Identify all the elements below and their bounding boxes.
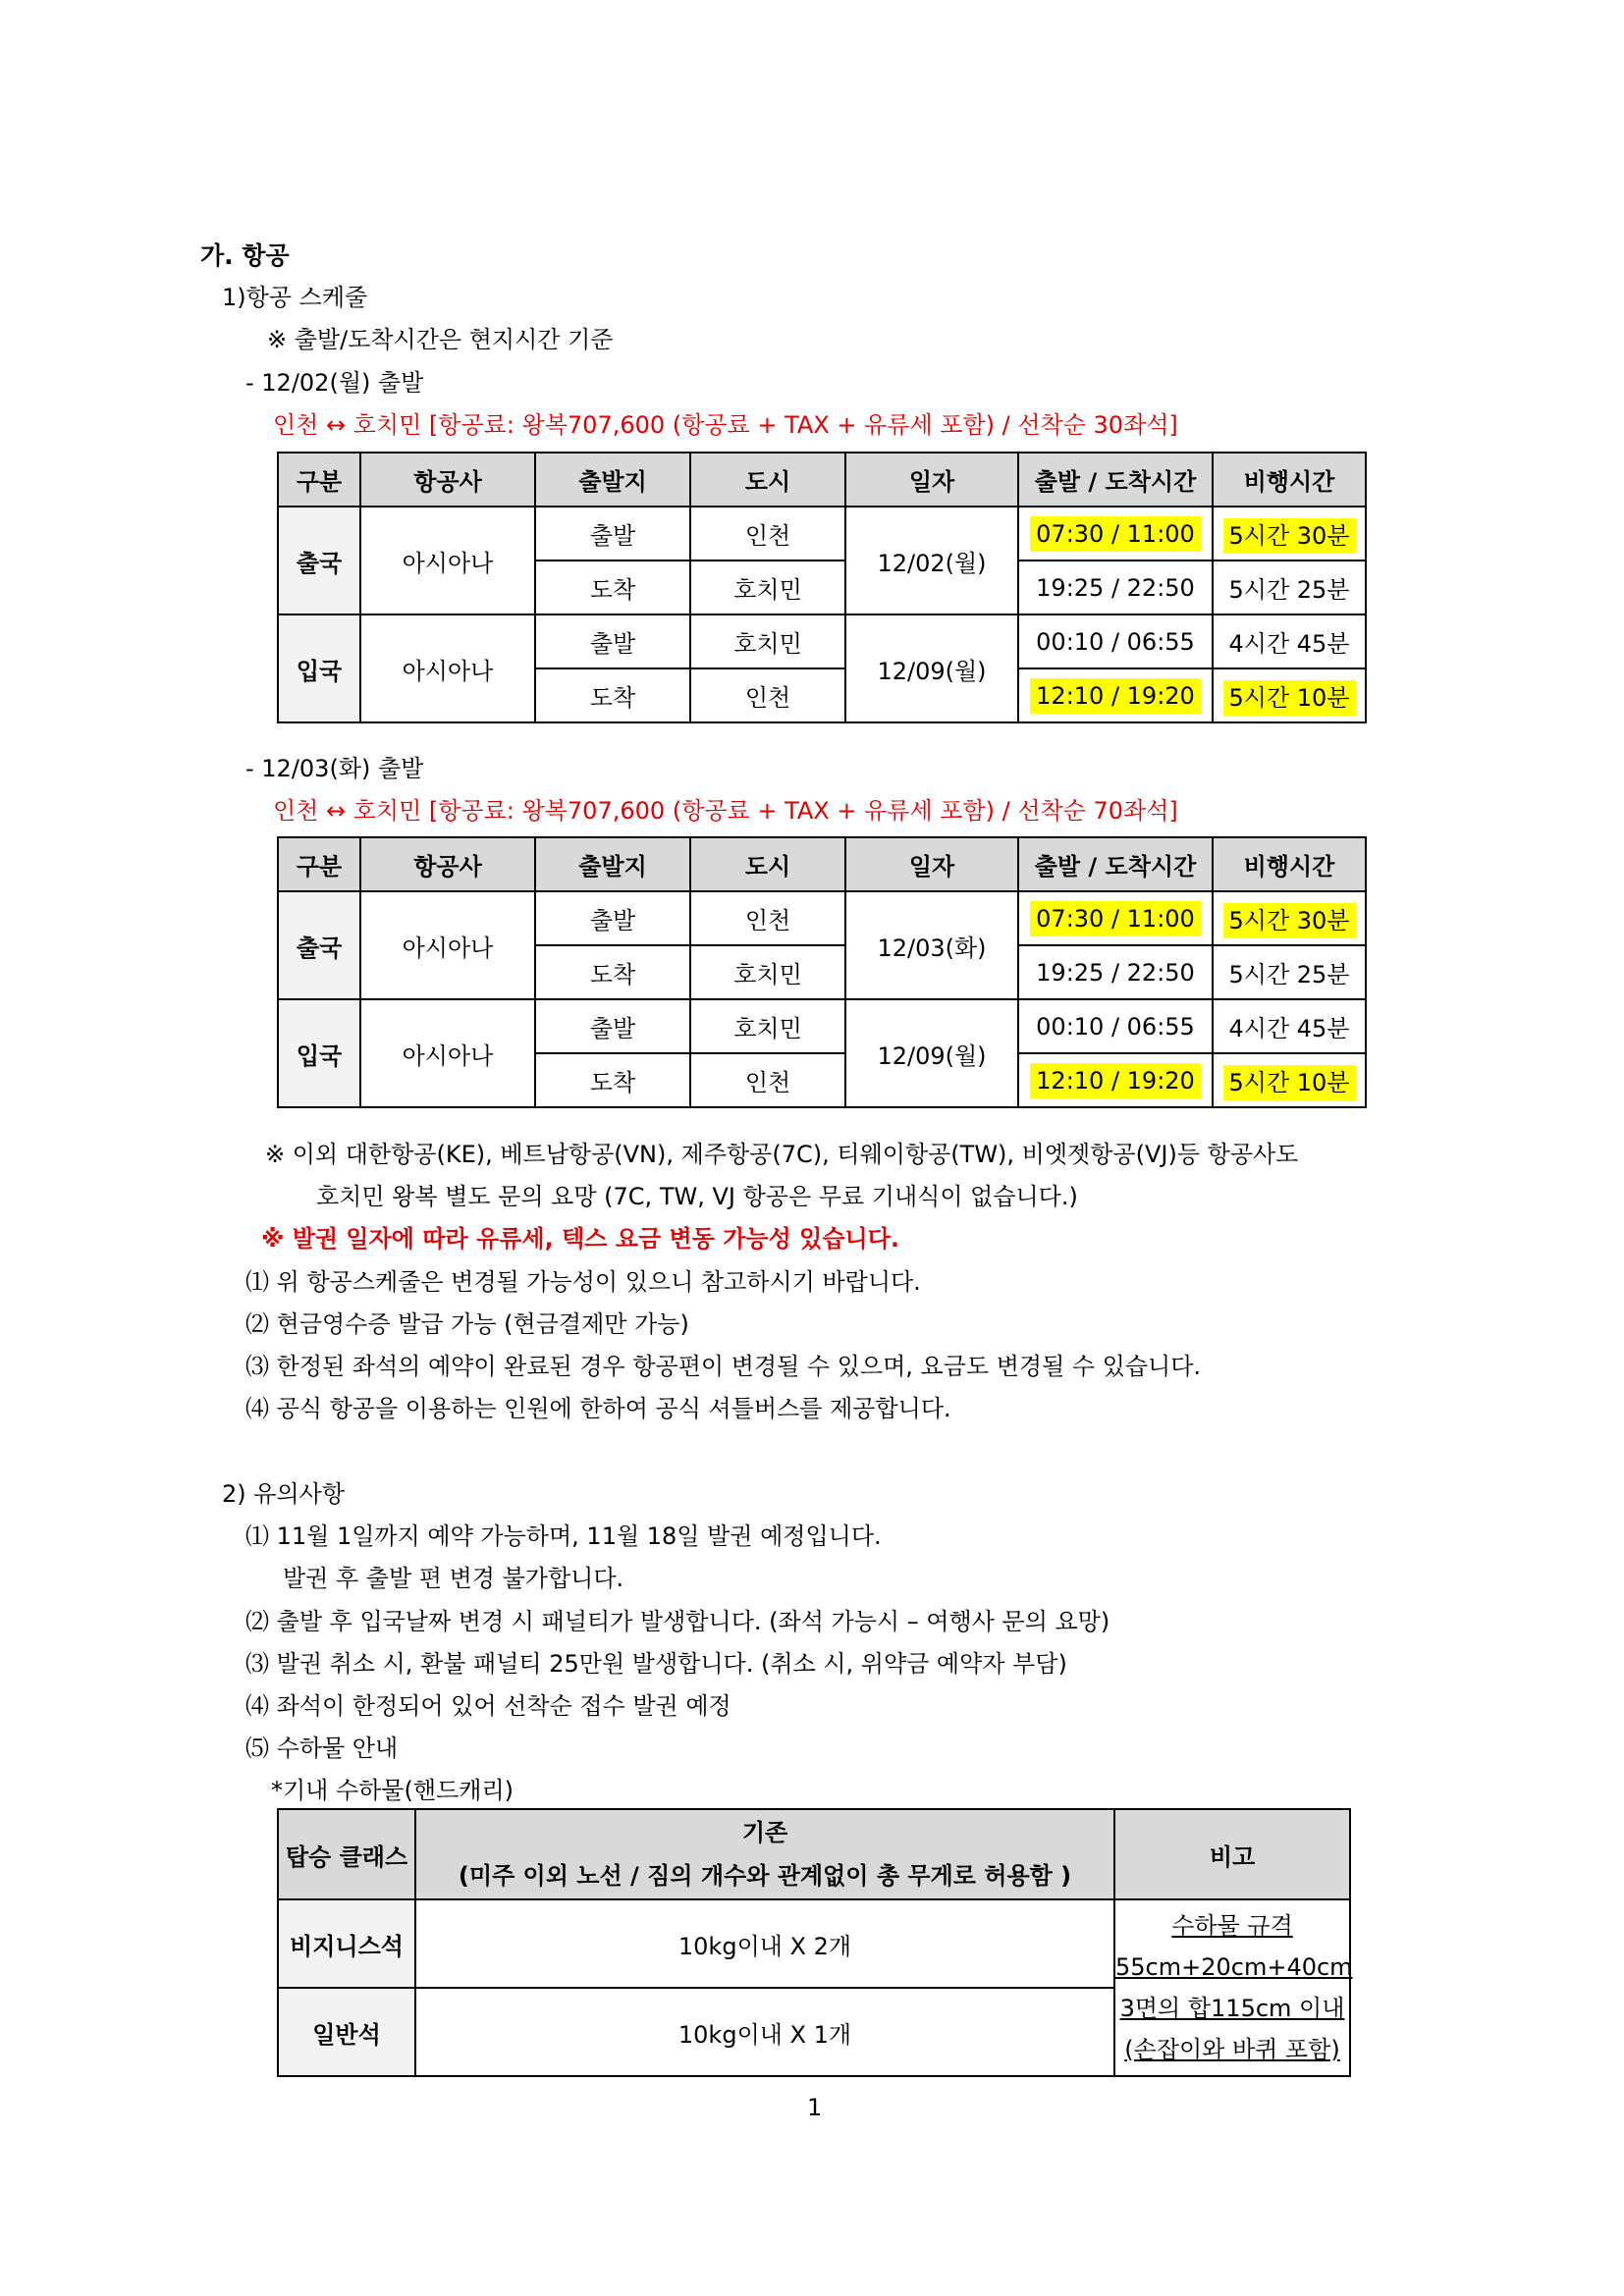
header-category: 구분	[278, 837, 360, 891]
header-airline: 항공사	[360, 453, 535, 507]
note-line: (손잡이와 바퀴 포함)	[1124, 2036, 1340, 2063]
header-category: 구분	[278, 453, 360, 507]
page-number: 1	[807, 2094, 823, 2121]
fee-warning: ※ 발권 일자에 따라 유류세, 텍스 요금 변동 가능성 있습니다.	[261, 1225, 899, 1253]
highlighted-time: 07:30 / 11:00	[1030, 901, 1201, 936]
duration-cell: 4시간 45분	[1213, 614, 1366, 668]
allowance-cell: 10kg이내 X 2개	[415, 1899, 1114, 1988]
duration-cell	[1213, 668, 1366, 722]
type-cell: 도착	[535, 668, 690, 722]
highlighted-duration: 5시간 30분	[1223, 903, 1356, 938]
time-cell	[1018, 507, 1213, 561]
schedule-2-table	[277, 836, 1367, 1108]
table-row	[278, 999, 1366, 1053]
schedule-heading: 1)항공 스케줄	[222, 284, 368, 311]
list-item: ⑵ 출발 후 입국날짜 변경 시 패널티가 발생합니다. (좌석 가능시 – 여행사 문의 요망)	[245, 1608, 1110, 1635]
time-cell	[1018, 891, 1213, 945]
duration-cell: 5시간 25분	[1213, 561, 1366, 614]
schedule-1-table	[277, 452, 1367, 723]
outbound-label: 출국	[278, 507, 360, 614]
city-cell: 호치민	[690, 999, 845, 1053]
header-class: 탑승 클래스	[278, 1809, 415, 1899]
duration-cell	[1213, 507, 1366, 561]
header-departure-point: 출발지	[535, 453, 690, 507]
baggage-table	[277, 1808, 1351, 2077]
header-allowance	[415, 1809, 1114, 1899]
header-departure-point: 출발지	[535, 837, 690, 891]
type-cell: 출발	[535, 891, 690, 945]
schedule-2-route: 인천 ↔ 호치민 [항공료: 왕복707,600 (항공료 + TAX + 유류세 포함) / 선착순 70좌석]	[273, 797, 1178, 825]
time-cell: 00:10 / 06:55	[1018, 999, 1213, 1053]
list-item: ⑸ 수하물 안내	[245, 1735, 399, 1762]
city-cell: 인천	[690, 891, 845, 945]
highlighted-time: 07:30 / 11:00	[1030, 516, 1201, 552]
highlighted-duration: 5시간 30분	[1223, 518, 1356, 554]
header-date: 일자	[845, 837, 1018, 891]
table-row	[278, 507, 1366, 561]
table-row	[278, 1899, 1350, 1988]
carryon-heading: *기내 수하물(핸드캐리)	[271, 1777, 514, 1804]
header-duration: 비행시간	[1213, 453, 1366, 507]
type-cell: 도착	[535, 1053, 690, 1107]
time-cell: 19:25 / 22:50	[1018, 945, 1213, 999]
table-header-row	[278, 1809, 1350, 1899]
section-title: 가. 항공	[200, 241, 290, 270]
schedule-1-route: 인천 ↔ 호치민 [항공료: 왕복707,600 (항공료 + TAX + 유류세 포함) / 선착순 30좌석]	[273, 411, 1178, 439]
duration-cell	[1213, 891, 1366, 945]
type-cell: 출발	[535, 614, 690, 668]
date-cell: 12/09(월)	[845, 614, 1018, 722]
airline-cell: 아시아나	[360, 999, 535, 1107]
list-item: 발권 후 출발 편 변경 불가합니다.	[283, 1565, 624, 1592]
class-cell: 비지니스석	[278, 1899, 415, 1988]
header-duration: 비행시간	[1213, 837, 1366, 891]
table-header-row	[278, 453, 1366, 507]
airline-cell: 아시아나	[360, 507, 535, 614]
city-cell: 인천	[690, 507, 845, 561]
city-cell: 호치민	[690, 945, 845, 999]
header-airline: 항공사	[360, 837, 535, 891]
highlighted-duration: 5시간 10분	[1223, 1065, 1356, 1100]
city-cell: 인천	[690, 1053, 845, 1107]
list-item: ⑶ 발권 취소 시, 환불 패널티 25만원 발생합니다. (취소 시, 위약금 예약자 부담)	[245, 1650, 1067, 1678]
note-line: 3면의 합115cm 이내	[1119, 1995, 1345, 2022]
list-item: ⑷ 좌석이 한정되어 있어 선착순 접수 발권 예정	[245, 1692, 731, 1720]
list-item: ⑴ 위 항공스케줄은 변경될 가능성이 있으니 참고하시기 바랍니다.	[245, 1268, 921, 1296]
baggage-note-cell	[1114, 1899, 1353, 2076]
header-note: 비고	[1114, 1809, 1350, 1899]
airline-cell: 아시아나	[360, 891, 535, 999]
header-city: 도시	[690, 837, 845, 891]
outbound-label: 출국	[278, 891, 360, 999]
schedule-1-date: - 12/02(월) 출발	[245, 369, 424, 397]
header-allowance-title: 기존	[741, 1819, 788, 1846]
highlighted-duration: 5시간 10분	[1223, 680, 1356, 716]
date-cell: 12/02(월)	[845, 507, 1018, 614]
table-header-row	[278, 837, 1366, 891]
time-cell: 19:25 / 22:50	[1018, 561, 1213, 614]
class-cell: 일반석	[278, 1988, 415, 2076]
type-cell: 도착	[535, 561, 690, 614]
list-item: ⑷ 공식 항공을 이용하는 인원에 한하여 공식 셔틀버스를 제공합니다.	[245, 1395, 951, 1422]
other-airlines-line-1: ※ 이외 대한항공(KE), 베트남항공(VN), 제주항공(7C), 티웨이항공(TW), 비엣젯항공(VJ)등 항공사도	[265, 1141, 1299, 1168]
header-times: 출발 / 도착시간	[1018, 837, 1213, 891]
duration-cell: 4시간 45분	[1213, 999, 1366, 1053]
city-cell: 호치민	[690, 561, 845, 614]
time-cell: 00:10 / 06:55	[1018, 614, 1213, 668]
header-allowance-subtitle: (미주 이외 노선 / 짐의 개수와 관계없이 총 무게로 허용함 )	[458, 1862, 1072, 1890]
list-item: ⑶ 한정된 좌석의 예약이 완료된 경우 항공편이 변경될 수 있으며, 요금도 변경될 수 있습니다.	[245, 1353, 1202, 1380]
duration-cell	[1213, 1053, 1366, 1107]
other-airlines-line-2: 호치민 왕복 별도 문의 요망 (7C, TW, VJ 항공은 무료 기내식이 없습니다.)	[316, 1183, 1078, 1210]
time-cell	[1018, 668, 1213, 722]
inbound-label: 입국	[278, 614, 360, 722]
note-line: 55cm+20cm+40cm	[1115, 1953, 1353, 1981]
schedule-2-date: - 12/03(화) 출발	[245, 755, 424, 782]
city-cell: 인천	[690, 668, 845, 722]
caution-heading: 2) 유의사항	[222, 1480, 345, 1508]
header-times: 출발 / 도착시간	[1018, 453, 1213, 507]
list-item: ⑴ 11월 1일까지 예약 가능하며, 11월 18일 발권 예정입니다.	[245, 1522, 882, 1550]
note-line: 수하물 규격	[1171, 1912, 1293, 1940]
table-row	[278, 891, 1366, 945]
date-cell: 12/03(화)	[845, 891, 1018, 999]
list-item: ⑵ 현금영수증 발급 가능 (현금결제만 가능)	[245, 1310, 689, 1338]
inbound-label: 입국	[278, 999, 360, 1107]
city-cell: 호치민	[690, 614, 845, 668]
type-cell: 출발	[535, 999, 690, 1053]
duration-cell: 5시간 25분	[1213, 945, 1366, 999]
time-note: ※ 출발/도착시간은 현지시간 기준	[267, 326, 614, 353]
highlighted-time: 12:10 / 19:20	[1030, 1063, 1201, 1098]
type-cell: 출발	[535, 507, 690, 561]
type-cell: 도착	[535, 945, 690, 999]
airline-cell: 아시아나	[360, 614, 535, 722]
allowance-cell: 10kg이내 X 1개	[415, 1988, 1114, 2076]
time-cell	[1018, 1053, 1213, 1107]
table-row	[278, 614, 1366, 668]
header-city: 도시	[690, 453, 845, 507]
date-cell: 12/09(월)	[845, 999, 1018, 1107]
highlighted-time: 12:10 / 19:20	[1030, 678, 1201, 714]
header-date: 일자	[845, 453, 1018, 507]
